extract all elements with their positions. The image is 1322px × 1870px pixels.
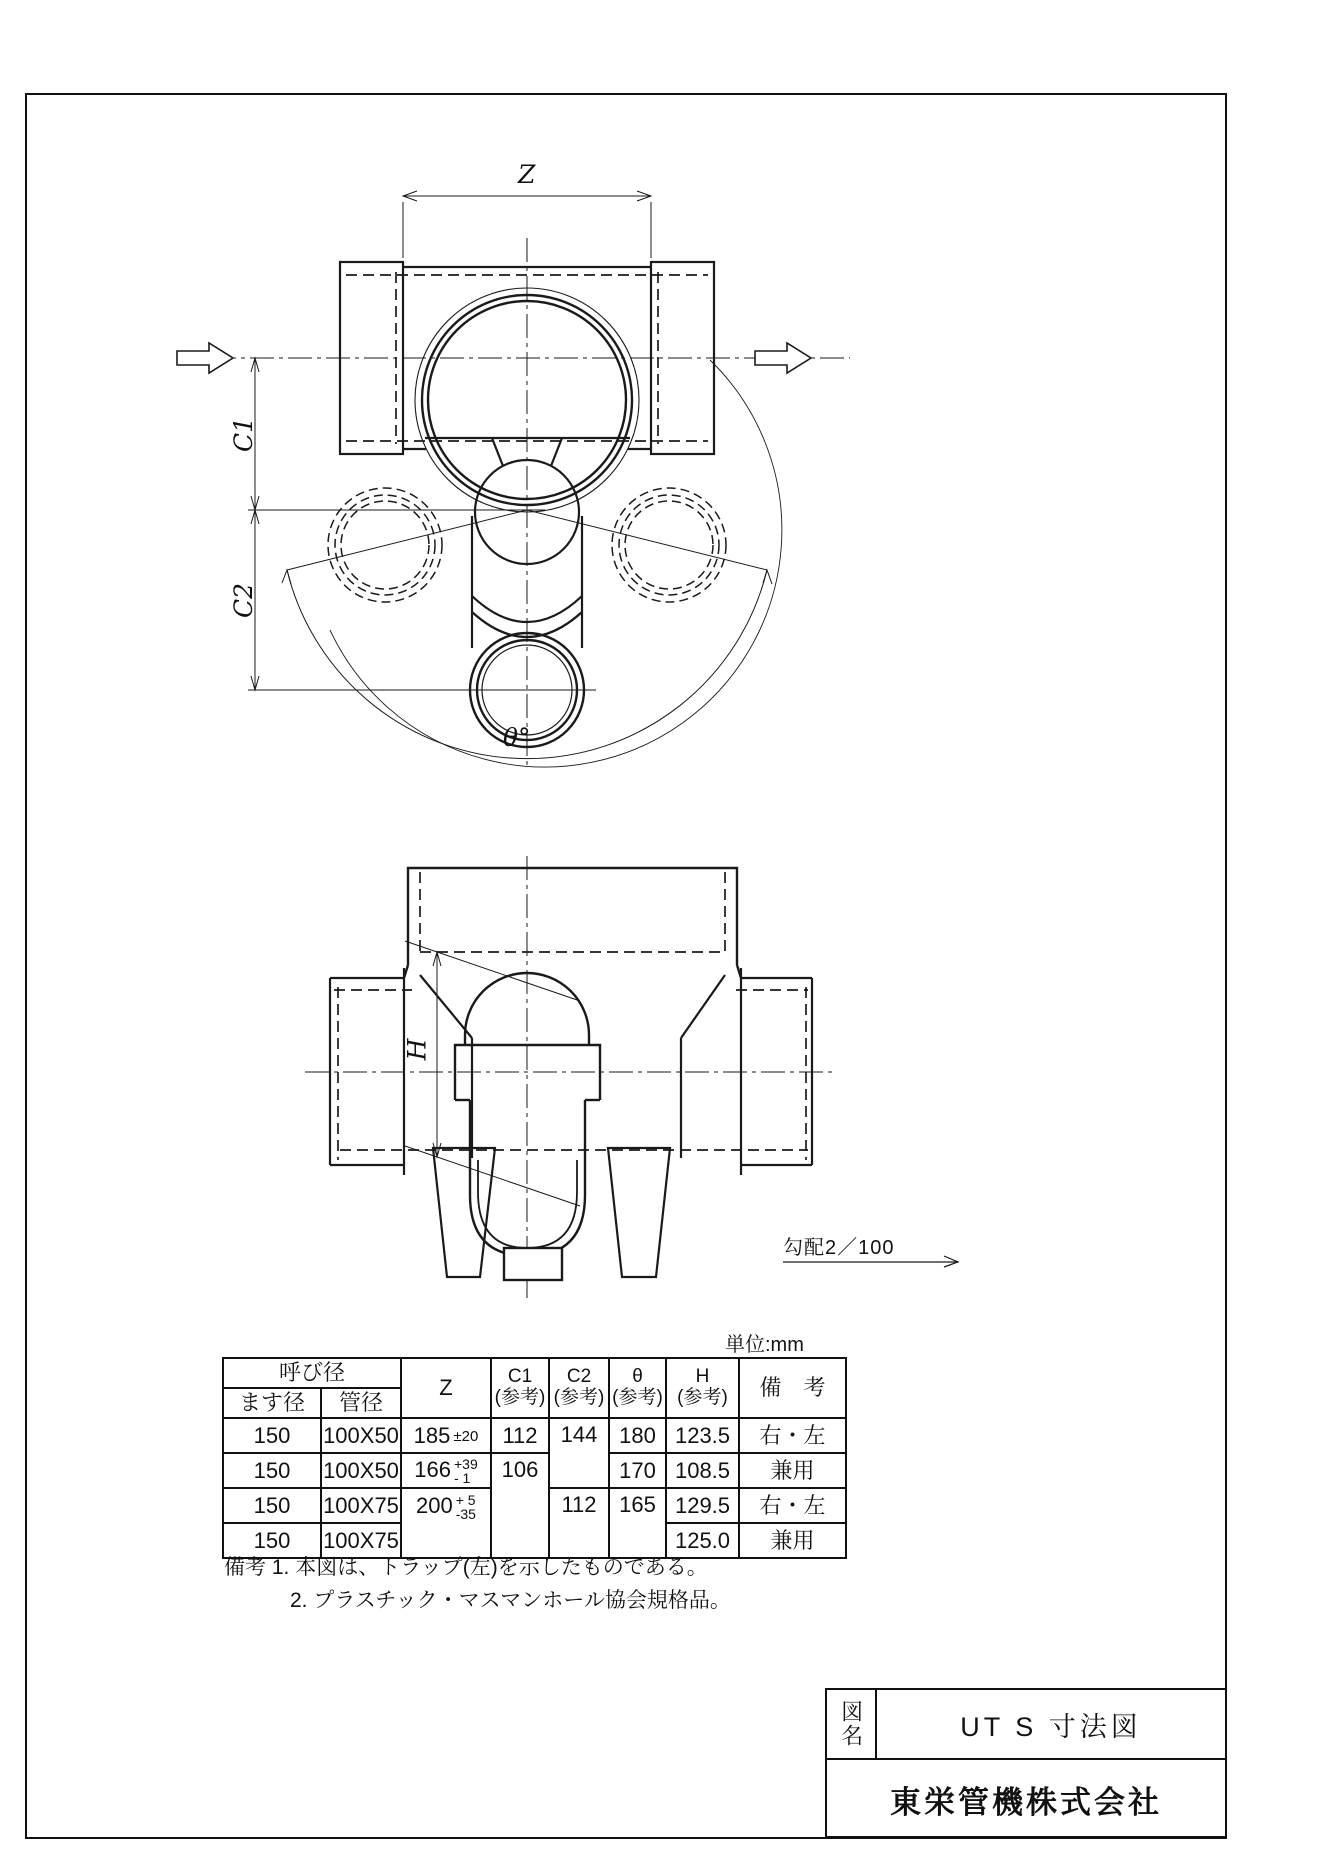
cell-h: 123.5 (666, 1418, 739, 1453)
cell-c1: 112 (491, 1418, 549, 1453)
notes-line-1: 備考 1. 本図は、トラップ(左)を示したものである。 (224, 1556, 708, 1579)
header-c2: C2 (参考) (549, 1358, 609, 1418)
table-row (223, 1453, 846, 1488)
header-h: H (参考) (666, 1358, 739, 1418)
title-block-row-1 (827, 1690, 1225, 1760)
label-theta: θ° (503, 723, 531, 752)
header-masu-dia: ます径 (223, 1388, 321, 1418)
header-nominal-dia: 呼び径 (223, 1358, 401, 1388)
center-lines-elevation (305, 856, 832, 1300)
notes-prefix: 備考 (224, 1556, 266, 1579)
header-remarks: 備 考 (739, 1358, 846, 1418)
label-z: Z (518, 160, 536, 189)
cell-remarks: 右・左 (739, 1488, 846, 1523)
label-c1: C1 (229, 416, 259, 453)
center-lines-plan (212, 238, 850, 768)
drawing-title: UT S 寸法図 (960, 1711, 1142, 1742)
drawing-name-label: 図名 (827, 1690, 877, 1758)
label-c2: C2 (229, 582, 259, 619)
chamber-elevation (420, 975, 725, 1158)
cell-theta: 180 (609, 1418, 666, 1453)
cell-masu: 150 (223, 1488, 321, 1523)
dimension-table (222, 1357, 847, 1559)
cell-pipe: 100X50 (321, 1418, 401, 1453)
header-c1: C1 (参考) (491, 1358, 549, 1418)
cell-c1: 106 (491, 1453, 549, 1558)
cell-masu: 150 (223, 1453, 321, 1488)
cell-pipe: 100X50 (321, 1453, 401, 1488)
cell-c2: 144 (549, 1418, 609, 1488)
cell-h: 125.0 (666, 1523, 739, 1558)
header-theta: θ (参考) (609, 1358, 666, 1418)
cell-z: 166 +39 - 1 (401, 1453, 491, 1488)
cell-c2: 112 (549, 1488, 609, 1558)
cell-z: 200 + 5 -35 (401, 1488, 491, 1558)
bottom-cap (504, 1248, 562, 1280)
cell-pipe: 100X75 (321, 1488, 401, 1523)
slope-annotation: 勾配2／100 (783, 1237, 895, 1259)
notes-line-2: 2. プラスチック・マスマンホール協会規格品。 (290, 1589, 731, 1612)
cell-pipe: 100X75 (321, 1523, 401, 1558)
label-h: H (402, 1038, 432, 1061)
header-z: Z (401, 1358, 491, 1418)
company-name: 東栄管機株式会社 (890, 1784, 1162, 1820)
unit-note: 単位:mm (725, 1334, 804, 1356)
riser-hidden-lines (420, 872, 725, 955)
plan-view (177, 191, 850, 768)
riser-elevation (404, 868, 741, 978)
cell-masu: 150 (223, 1418, 321, 1453)
cell-h: 108.5 (666, 1453, 739, 1488)
cell-remarks: 兼用 (739, 1523, 846, 1558)
title-block (825, 1688, 1227, 1838)
cell-theta: 165 (609, 1488, 666, 1558)
table-row (223, 1418, 846, 1453)
cell-remarks: 右・左 (739, 1418, 846, 1453)
header-pipe-dia: 管径 (321, 1388, 401, 1418)
cell-masu: 150 (223, 1523, 321, 1558)
cell-remarks: 兼用 (739, 1453, 846, 1488)
cell-theta: 170 (609, 1453, 666, 1488)
cell-h: 129.5 (666, 1488, 739, 1523)
cell-z: 185 ±20 (401, 1418, 491, 1453)
